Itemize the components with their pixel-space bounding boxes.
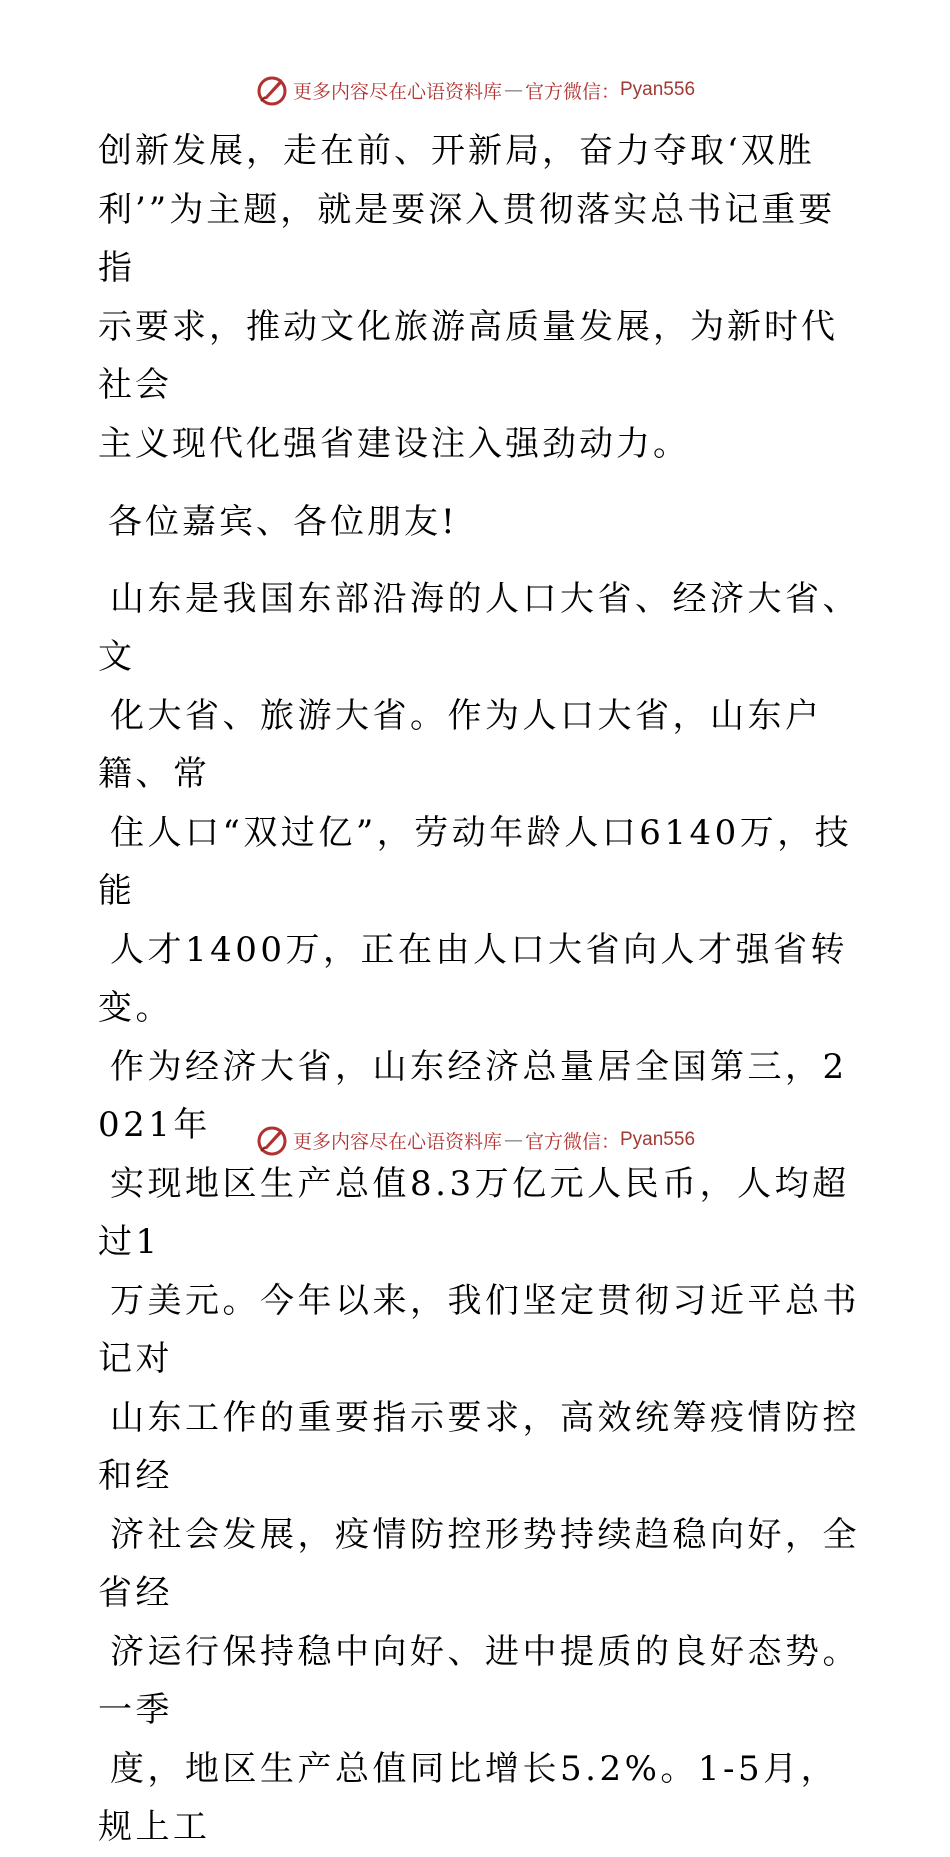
text-line: 万美元。今年以来，我们坚定贯彻习近平总书记对 <box>98 1280 860 1379</box>
banner-id: Pyan556 <box>620 1129 696 1150</box>
banner-id: Pyan556 <box>620 79 696 100</box>
text-line: 实现地区生产总值8.3万亿元人民币，人均超过1 <box>98 1163 850 1262</box>
banner-separator: — <box>503 1129 523 1151</box>
text-line: 各位嘉宾、各位朋友! <box>108 502 458 542</box>
paragraph-greeting <box>98 493 868 552</box>
banner-text: 更多内容尽在心语资料库 <box>292 80 502 103</box>
text-line: 济运行保持稳中向好、进中提质的良好态势。一季 <box>98 1631 860 1730</box>
document-body <box>98 122 868 1857</box>
paragraph-3 <box>98 570 868 1857</box>
banner-text: 更多内容尽在心语资料库 <box>292 1130 502 1153</box>
text-line: 住人口“双过亿”，劳动年龄人口6140万，技能 <box>98 812 853 911</box>
text-line: 山东是我国东部沿海的人口大省、经济大省、文 <box>98 578 860 677</box>
text-line: 示要求，推动文化旅游高质量发展，为新时代社会 <box>98 306 838 405</box>
banner-contact: 官方微信： <box>524 1130 620 1153</box>
text-line: 济社会发展，疫情防控形势持续趋稳向好，全省经 <box>98 1514 860 1613</box>
banner-contact: 官方微信： <box>524 80 620 103</box>
text-line: 作为经济大省，山东经济总量居全国第三，2021年 <box>98 1046 848 1145</box>
header-watermark-banner <box>0 72 950 108</box>
feather-pen-logo-icon <box>255 73 289 107</box>
paragraph-1 <box>98 122 868 473</box>
text-line: 创新发展，走在前、开新局，奋力夺取‘双胜 <box>98 131 815 171</box>
banner-separator: — <box>503 79 523 101</box>
text-line: 人才1400万，正在由人口大省向人才强省转变。 <box>98 929 849 1028</box>
feather-pen-logo-icon <box>255 1123 289 1157</box>
text-line: 利’”为主题，就是要深入贯彻落实总书记重要指 <box>98 189 836 288</box>
text-line: 主义现代化强省建设注入强劲动力。 <box>98 423 690 464</box>
text-line: 化大省、旅游大省。作为人口大省，山东户籍、常 <box>98 695 823 794</box>
footer-watermark-banner <box>0 1122 950 1158</box>
text-line: 度，地区生产总值同比增长5.2%。1-5月，规上工 <box>98 1748 839 1847</box>
text-line: 山东工作的重要指示要求，高效统筹疫情防控和经 <box>98 1397 860 1496</box>
